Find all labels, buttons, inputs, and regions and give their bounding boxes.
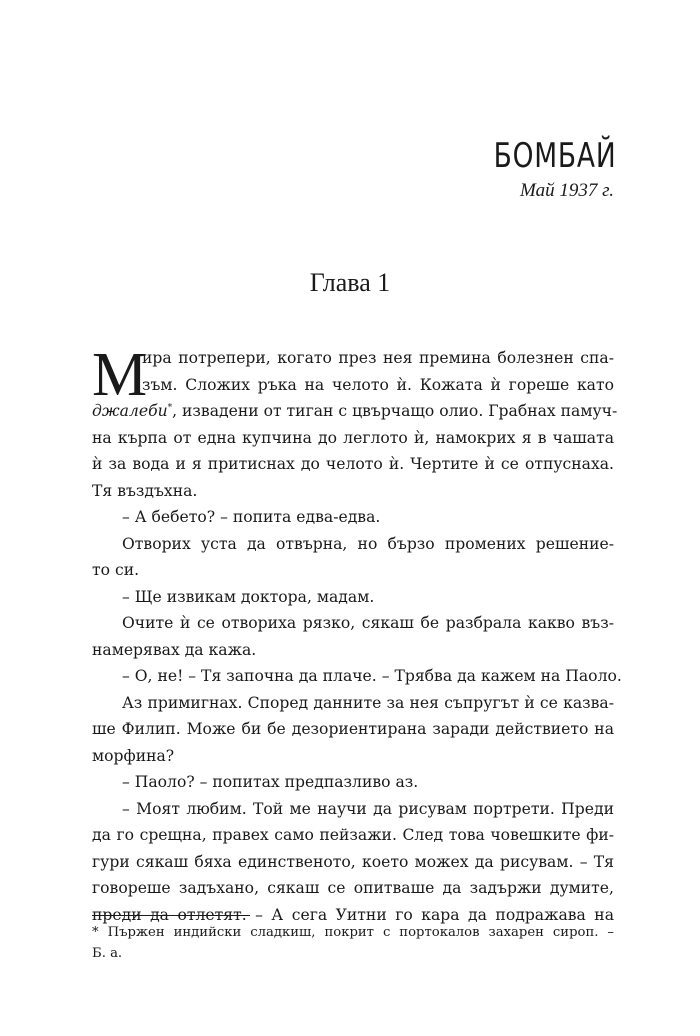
text-line: – Паоло? – попитах предпазливо аз. xyxy=(122,773,419,791)
footnote-marker: * xyxy=(167,402,173,413)
chapter-title: Глава 1 xyxy=(309,268,391,297)
text-line: Аз примигнах. Според данните за нея съпругът ѝ се казва- xyxy=(122,693,614,712)
drop-cap: М xyxy=(92,341,148,409)
text-line: Отворих уста да отвърна, но бързо промених решение- xyxy=(122,534,614,553)
text-line: Очите ѝ се отвориха рязко, сякаш бе разбрала какво въз- xyxy=(122,614,614,632)
text-line: морфина? xyxy=(92,746,175,765)
text-line: гури сякаш бяха единственото, което можех да рисувам. – Тя xyxy=(92,852,614,871)
text-line: – А бебето? – попита едва-едва. xyxy=(122,508,381,526)
footnote-line: Б. а. xyxy=(92,946,123,961)
text-line xyxy=(92,398,618,425)
text-line: намерявах да кажа. xyxy=(92,640,257,659)
text-line: ше Филип. Може би бе дезориентирана заради действието на xyxy=(92,720,614,738)
body-text xyxy=(92,341,622,928)
text-line: преди да отлетят. – А сега Уитни го кара да подражава на xyxy=(92,905,614,924)
text-line: зъм. Сложих ръка на челото ѝ. Кожата ѝ гореше като xyxy=(142,375,614,394)
footnote-line: * Пържен индийски сладкиш, покрит с портокалов захарен сироп. – xyxy=(92,925,614,940)
text-line: ира потрепери, когато през нея премина болезнен спа- xyxy=(142,349,614,367)
text-line: Тя въздъхна. xyxy=(92,481,198,500)
text-line: да го срещна, правех само пейзажи. След това човешките фи- xyxy=(92,826,614,844)
place-date: Май 1937 г. xyxy=(520,180,614,201)
text-line: – О, не! – Тя започна да плаче. – Трябва да кажем на Паоло. xyxy=(122,667,622,685)
footnote-divider xyxy=(92,915,250,916)
text-line: ѝ за вода и я притиснах до челото ѝ. Чертите ѝ се отпуснаха. xyxy=(92,455,614,473)
italic-word: джалеби xyxy=(92,402,168,420)
text-line: – Ще извикам доктора, мадам. xyxy=(122,587,375,606)
footnote xyxy=(92,922,614,964)
place-title: БОМБАЙ xyxy=(493,136,616,176)
text-line: говореше задъхано, сякаш се опитваше да задържи думите, xyxy=(92,879,614,897)
text-line: то си. xyxy=(92,561,140,579)
text-fragment: , извадени от тиган с цвърчащо олио. Грабнах памуч- xyxy=(172,402,618,420)
text-line: на кърпа от една купчина до леглото ѝ, намокрих я в чашата xyxy=(92,428,614,447)
text-line: – Моят любим. Той ме научи да рисувам портрети. Преди xyxy=(122,799,614,818)
